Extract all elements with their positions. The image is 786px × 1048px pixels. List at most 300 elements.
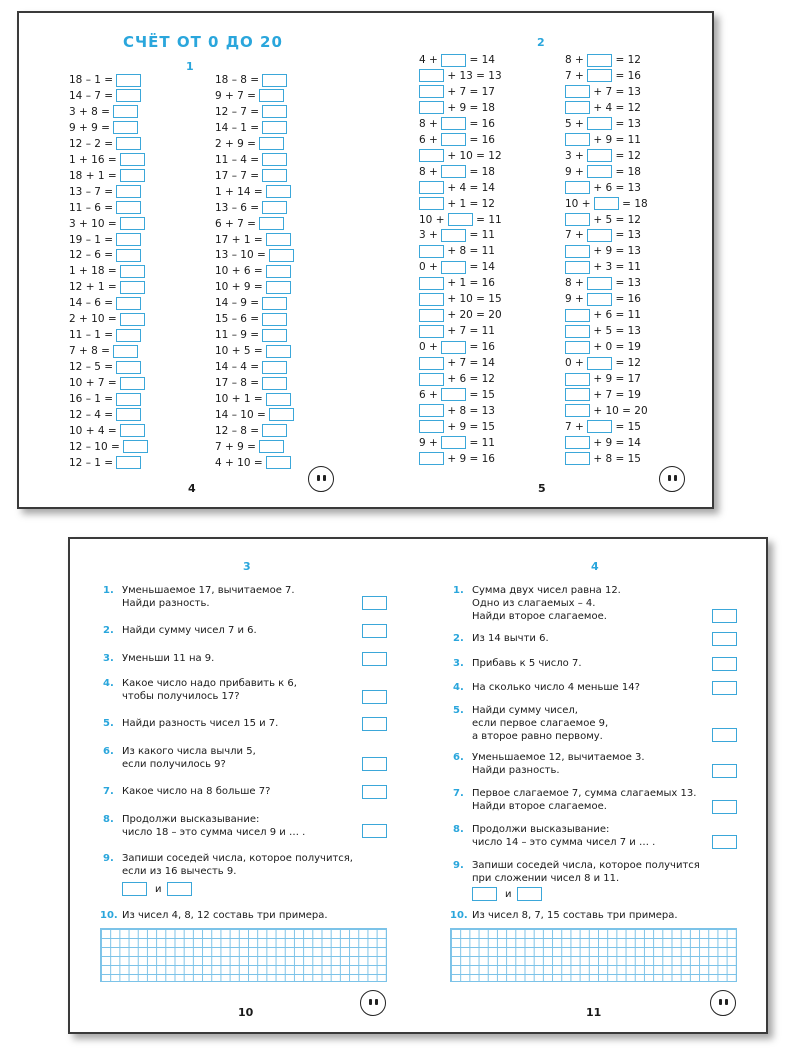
answer-box[interactable] <box>565 436 590 449</box>
section-number-4: 4 <box>591 560 599 573</box>
answer-box[interactable] <box>441 165 466 178</box>
equation-suffix: + 8 = 11 <box>444 245 495 258</box>
equation-suffix: = 16 <box>466 341 495 354</box>
answer-box[interactable] <box>113 121 138 134</box>
task-text: Продолжи высказывание: число 18 – это сумма чисел 9 и … . <box>122 814 306 838</box>
answer-box[interactable] <box>565 245 590 258</box>
equation-row <box>215 296 287 310</box>
answer-box[interactable] <box>116 137 141 150</box>
answer-box[interactable] <box>565 133 590 146</box>
equation-row <box>215 328 287 342</box>
equation-row <box>565 340 641 354</box>
answer-box[interactable] <box>419 404 444 417</box>
equation-prefix: 3 + <box>419 229 442 242</box>
equation-prefix: 6 + <box>419 133 442 146</box>
equation-row <box>565 292 641 306</box>
answer-box[interactable] <box>362 596 387 610</box>
answer-box[interactable] <box>419 357 444 370</box>
equation-suffix: = 15 <box>612 420 641 433</box>
smiley-icon <box>360 990 386 1016</box>
equation-text: 12 – 6 = <box>69 249 117 262</box>
answer-box[interactable] <box>419 373 444 386</box>
equation-suffix: + 8 = 15 <box>590 452 641 465</box>
answer-box[interactable] <box>565 341 590 354</box>
answer-box[interactable] <box>587 229 612 242</box>
answer-box[interactable] <box>266 233 291 246</box>
equation-text: 12 – 2 = <box>69 137 117 150</box>
writing-grid[interactable] <box>450 928 737 982</box>
equation-text: 11 – 4 = <box>215 153 263 166</box>
answer-box[interactable] <box>122 882 147 896</box>
answer-box[interactable] <box>266 265 291 278</box>
equation-row <box>419 436 495 450</box>
equation-row <box>215 424 287 438</box>
answer-box[interactable] <box>116 456 141 469</box>
answer-box[interactable] <box>262 377 287 390</box>
answer-box[interactable] <box>259 89 284 102</box>
equation-row <box>419 260 495 274</box>
answer-box[interactable] <box>116 201 141 214</box>
answer-box[interactable] <box>712 609 737 623</box>
answer-box[interactable] <box>712 657 737 671</box>
equation-text: 4 + 10 = <box>215 456 266 469</box>
answer-box[interactable] <box>712 632 737 646</box>
answer-box[interactable] <box>116 393 141 406</box>
equation-text: 2 + 9 = <box>215 137 260 150</box>
top-spread <box>17 11 714 509</box>
equation-row <box>69 392 141 406</box>
answer-box[interactable] <box>120 153 145 166</box>
task-number: 3. <box>453 658 464 669</box>
answer-box[interactable] <box>587 69 612 82</box>
answer-box[interactable] <box>441 436 466 449</box>
equation-text: 2 + 10 = <box>69 313 120 326</box>
equation-prefix: 0 + <box>565 357 588 370</box>
answer-box[interactable] <box>120 265 145 278</box>
task-number: 10. <box>100 910 118 921</box>
equation-row <box>565 404 648 418</box>
answer-box[interactable] <box>120 281 145 294</box>
equation-row <box>419 117 495 131</box>
answer-box[interactable] <box>123 440 148 453</box>
equation-prefix: 8 + <box>565 54 588 66</box>
equation-suffix: = 15 <box>466 388 495 401</box>
answer-box[interactable] <box>565 85 590 98</box>
equation-row <box>69 456 141 470</box>
equation-row <box>69 121 138 135</box>
answer-box[interactable] <box>712 681 737 695</box>
task-text: На сколько число 4 меньше 14? <box>472 682 640 693</box>
equation-row <box>419 372 495 386</box>
equation-row <box>565 133 641 147</box>
equation-prefix: 7 + <box>565 69 588 82</box>
answer-box[interactable] <box>565 261 590 274</box>
smiley-icon <box>659 466 685 492</box>
equation-row <box>69 137 141 151</box>
equation-row <box>69 201 141 215</box>
equation-text: 19 – 1 = <box>69 233 117 246</box>
answer-box[interactable] <box>472 887 497 901</box>
equation-suffix: = 13 <box>612 229 641 242</box>
answer-box[interactable] <box>116 329 141 342</box>
equation-suffix: + 6 = 13 <box>590 181 641 194</box>
task-number: 8. <box>453 824 464 835</box>
equation-row <box>565 420 641 434</box>
equation-row <box>215 360 287 374</box>
answer-box[interactable] <box>587 357 612 370</box>
task-number: 5. <box>103 718 114 729</box>
answer-box[interactable] <box>441 341 466 354</box>
answer-box[interactable] <box>266 345 291 358</box>
answer-box[interactable] <box>262 361 287 374</box>
equation-suffix: + 9 = 15 <box>444 420 495 433</box>
answer-box[interactable] <box>259 217 284 230</box>
equation-row <box>419 69 502 83</box>
answer-box[interactable] <box>712 800 737 814</box>
task-text: Сумма двух чисел равна 12. Одно из слагаемых – 4. Найди второе слагаемое. <box>472 585 621 622</box>
answer-box[interactable] <box>419 293 444 306</box>
answer-box[interactable] <box>116 249 141 262</box>
task-number: 1. <box>103 585 114 596</box>
answer-box[interactable] <box>565 388 590 401</box>
answer-box[interactable] <box>565 373 590 386</box>
equation-text: 11 – 9 = <box>215 329 263 342</box>
answer-box[interactable] <box>120 169 145 182</box>
equation-row <box>565 356 641 370</box>
answer-box[interactable] <box>587 277 612 290</box>
answer-box[interactable] <box>116 297 141 310</box>
equation-row <box>215 73 287 87</box>
equation-prefix: 9 + <box>565 293 588 306</box>
equation-suffix: + 1 = 16 <box>444 277 495 290</box>
answer-box[interactable] <box>441 229 466 242</box>
equation-row <box>565 308 641 322</box>
equation-row <box>565 324 641 338</box>
answer-box[interactable] <box>262 201 287 214</box>
equation-suffix: + 4 = 14 <box>444 181 495 194</box>
equation-suffix: + 10 = 20 <box>590 404 648 417</box>
equation-suffix: + 9 = 17 <box>590 373 641 385</box>
equation-row <box>565 436 641 450</box>
equation-text: 18 – 1 = <box>69 74 117 86</box>
answer-box[interactable] <box>419 149 444 162</box>
equation-suffix: = 18 <box>466 165 495 178</box>
equation-row <box>419 53 495 67</box>
equation-suffix: + 9 = 18 <box>444 101 495 114</box>
answer-box[interactable] <box>419 245 444 258</box>
answer-box[interactable] <box>419 420 444 433</box>
equation-text: 3 + 10 = <box>69 217 120 230</box>
task-number: 4. <box>453 682 464 693</box>
equation-prefix: 9 + <box>419 436 442 449</box>
equation-prefix: 6 + <box>419 388 442 401</box>
answer-box[interactable] <box>448 213 473 226</box>
answer-box[interactable] <box>269 249 294 262</box>
equation-suffix: + 0 = 19 <box>590 341 641 354</box>
answer-box[interactable] <box>262 424 287 437</box>
equation-row <box>215 456 291 470</box>
equation-row <box>419 165 495 179</box>
equation-text: 7 + 8 = <box>69 345 114 358</box>
equation-suffix: = 11 <box>466 229 495 242</box>
equation-suffix: = 12 <box>612 54 641 66</box>
answer-box[interactable] <box>266 281 291 294</box>
equation-row <box>419 244 495 258</box>
answer-box[interactable] <box>441 133 466 146</box>
answer-box[interactable] <box>587 165 612 178</box>
section-number-3: 3 <box>243 560 251 573</box>
answer-box[interactable] <box>262 313 287 326</box>
answer-box[interactable] <box>441 54 466 67</box>
answer-box[interactable] <box>262 105 287 118</box>
answer-box[interactable] <box>712 835 737 849</box>
equation-row <box>215 169 287 183</box>
task-number: 10. <box>450 910 468 921</box>
equation-suffix: + 6 = 11 <box>590 309 641 322</box>
equation-prefix: 7 + <box>565 420 588 433</box>
answer-box[interactable] <box>419 309 444 322</box>
equation-row <box>69 312 145 326</box>
equation-row <box>69 233 141 247</box>
answer-box[interactable] <box>419 197 444 210</box>
answer-box[interactable] <box>419 325 444 338</box>
answer-box[interactable] <box>116 233 141 246</box>
task-text: Запиши соседей числа, которое получится при сложении чисел 8 и 11. <box>472 860 700 884</box>
equation-text: 6 + 7 = <box>215 217 260 230</box>
answer-box[interactable] <box>565 325 590 338</box>
equation-prefix: 8 + <box>565 277 588 290</box>
answer-box[interactable] <box>266 393 291 406</box>
equation-row <box>69 73 141 87</box>
smiley-icon <box>710 990 736 1016</box>
equation-suffix: + 10 = 12 <box>444 149 502 162</box>
section-number-1: 1 <box>186 60 194 73</box>
task-text: Какое число на 8 больше 7? <box>122 786 271 797</box>
equation-row <box>565 244 641 258</box>
answer-box[interactable] <box>262 121 287 134</box>
equation-suffix: + 6 = 12 <box>444 373 495 385</box>
answer-box[interactable] <box>362 824 387 838</box>
task-text: Из какого числа вычли 5, если получилось 9? <box>122 746 256 770</box>
task-number: 6. <box>103 746 114 757</box>
answer-box[interactable] <box>587 149 612 162</box>
equation-suffix: + 7 = 11 <box>444 325 495 338</box>
answer-box[interactable] <box>120 424 145 437</box>
equation-suffix: + 3 = 11 <box>590 261 641 274</box>
equation-text: 12 – 8 = <box>215 424 263 437</box>
equation-text: 14 – 6 = <box>69 297 117 310</box>
answer-box[interactable] <box>259 440 284 453</box>
answer-box[interactable] <box>120 377 145 390</box>
task-text: Найди разность чисел 15 и 7. <box>122 718 279 729</box>
equation-text: 18 + 1 = <box>69 169 120 182</box>
answer-box[interactable] <box>116 408 141 421</box>
answer-box[interactable] <box>587 293 612 306</box>
equation-row <box>69 424 145 438</box>
equation-row <box>419 181 495 195</box>
equation-suffix: + 13 = 13 <box>444 69 502 82</box>
answer-box[interactable] <box>565 213 590 226</box>
answer-box[interactable] <box>565 404 590 417</box>
answer-box[interactable] <box>262 74 287 87</box>
equation-row <box>215 248 294 262</box>
answer-box[interactable] <box>587 420 612 433</box>
equation-row <box>419 133 495 147</box>
equation-row <box>419 404 495 418</box>
equation-row <box>565 165 641 179</box>
equation-prefix: 8 + <box>419 165 442 178</box>
task-text: Первое слагаемое 7, сумма слагаемых 13. Найди второе слагаемое. <box>472 788 697 812</box>
equation-suffix: + 7 = 14 <box>444 357 495 370</box>
equation-prefix: 7 + <box>565 229 588 242</box>
answer-box[interactable] <box>120 217 145 230</box>
equation-row <box>419 356 495 370</box>
equation-text: 10 + 1 = <box>215 393 266 405</box>
equation-suffix: + 7 = 13 <box>590 85 641 98</box>
equation-suffix: + 7 = 17 <box>444 85 495 98</box>
equation-suffix: = 13 <box>612 117 641 130</box>
task-text: Какое число надо прибавить к 6, чтобы получилось 17? <box>122 678 297 702</box>
answer-box[interactable] <box>587 54 612 67</box>
equation-row <box>215 201 287 215</box>
task-number: 9. <box>453 860 464 871</box>
equation-row <box>69 185 141 199</box>
answer-box[interactable] <box>419 452 444 465</box>
answer-box[interactable] <box>167 882 192 896</box>
answer-box[interactable] <box>517 887 542 901</box>
answer-box[interactable] <box>362 717 387 731</box>
equation-suffix: + 8 = 13 <box>444 404 495 417</box>
task-number: 7. <box>103 786 114 797</box>
answer-box[interactable] <box>116 185 141 198</box>
answer-box[interactable] <box>587 117 612 130</box>
equation-row <box>419 292 502 306</box>
answer-box[interactable] <box>419 85 444 98</box>
answer-box[interactable] <box>419 277 444 290</box>
equation-text: 13 – 10 = <box>215 249 270 262</box>
equation-row <box>565 101 641 115</box>
answer-box[interactable] <box>441 388 466 401</box>
page-number-10: 10 <box>238 1006 254 1019</box>
answer-box[interactable] <box>441 261 466 274</box>
answer-box[interactable] <box>120 313 145 326</box>
equation-row <box>215 312 287 326</box>
equation-row <box>69 440 148 454</box>
equation-row <box>69 328 141 342</box>
task-text: Запиши соседей числа, которое получится, если из 16 вычесть 9. <box>122 853 353 877</box>
equation-text: 18 – 8 = <box>215 74 263 86</box>
task-number: 3. <box>103 653 114 664</box>
answer-box[interactable] <box>419 69 444 82</box>
equation-row <box>69 217 145 231</box>
answer-box[interactable] <box>262 297 287 310</box>
equation-suffix: + 9 = 11 <box>590 133 641 146</box>
task-number: 9. <box>103 853 114 864</box>
equation-text: 10 + 9 = <box>215 281 266 294</box>
equation-text: 12 – 4 = <box>69 408 117 421</box>
equation-row <box>419 340 495 354</box>
equation-suffix: + 20 = 20 <box>444 309 502 322</box>
answer-box[interactable] <box>116 361 141 374</box>
task-text: Из чисел 8, 7, 15 составь три примера. <box>472 910 678 921</box>
writing-grid[interactable] <box>100 928 387 982</box>
equation-text: 1 + 14 = <box>215 185 266 198</box>
answer-box[interactable] <box>419 101 444 114</box>
equation-suffix: = 14 <box>466 54 495 66</box>
equation-row <box>565 85 641 99</box>
equation-suffix: = 14 <box>466 261 495 274</box>
equation-prefix: 10 + <box>565 197 594 210</box>
equation-suffix: = 16 <box>466 117 495 130</box>
task-text: Найди сумму чисел, если первое слагаемое 9, а второе равно первому. <box>472 705 609 742</box>
equation-suffix: + 1 = 12 <box>444 197 495 210</box>
equation-row <box>419 149 502 163</box>
equation-row <box>69 344 138 358</box>
answer-box[interactable] <box>266 185 291 198</box>
answer-box[interactable] <box>262 153 287 166</box>
task-number: 7. <box>453 788 464 799</box>
equation-text: 12 – 5 = <box>69 361 117 374</box>
equation-row <box>215 392 291 406</box>
answer-box[interactable] <box>113 345 138 358</box>
equation-text: 1 + 18 = <box>69 265 120 278</box>
equation-suffix: + 10 = 15 <box>444 293 502 306</box>
equation-text: 12 – 7 = <box>215 105 263 118</box>
answer-box[interactable] <box>565 101 590 114</box>
answer-box[interactable] <box>113 105 138 118</box>
answer-box[interactable] <box>362 785 387 799</box>
task-number: 4. <box>103 678 114 689</box>
equation-row <box>565 260 641 274</box>
equation-row <box>69 296 141 310</box>
answer-box[interactable] <box>362 757 387 771</box>
bottom-spread <box>68 537 768 1034</box>
answer-box[interactable] <box>269 408 294 421</box>
equation-row <box>215 233 291 247</box>
answer-box[interactable] <box>565 452 590 465</box>
equation-text: 12 + 1 = <box>69 281 120 294</box>
equation-text: 17 – 7 = <box>215 169 263 182</box>
equation-text: 16 – 1 = <box>69 393 117 405</box>
answer-box[interactable] <box>262 169 287 182</box>
equation-text: 12 – 10 = <box>69 440 124 453</box>
equation-row <box>215 280 291 294</box>
answer-box[interactable] <box>362 624 387 638</box>
answer-box[interactable] <box>712 764 737 778</box>
answer-box[interactable] <box>594 197 619 210</box>
equation-row <box>69 89 141 103</box>
answer-box[interactable] <box>565 309 590 322</box>
equation-suffix: = 18 <box>612 165 641 178</box>
answer-box[interactable] <box>712 728 737 742</box>
equation-row <box>565 276 641 290</box>
answer-box[interactable] <box>116 74 141 87</box>
answer-box[interactable] <box>441 117 466 130</box>
answer-box[interactable] <box>266 456 291 469</box>
equation-row <box>215 89 284 103</box>
answer-box[interactable] <box>362 652 387 666</box>
task-number: 2. <box>453 633 464 644</box>
answer-box[interactable] <box>362 690 387 704</box>
answer-box[interactable] <box>259 137 284 150</box>
equation-text: 14 – 1 = <box>215 121 263 134</box>
answer-box[interactable] <box>262 329 287 342</box>
answer-box[interactable] <box>116 89 141 102</box>
equation-suffix: + 9 = 13 <box>590 245 641 258</box>
answer-box[interactable] <box>565 181 590 194</box>
answer-box[interactable] <box>419 181 444 194</box>
equation-row <box>419 85 495 99</box>
